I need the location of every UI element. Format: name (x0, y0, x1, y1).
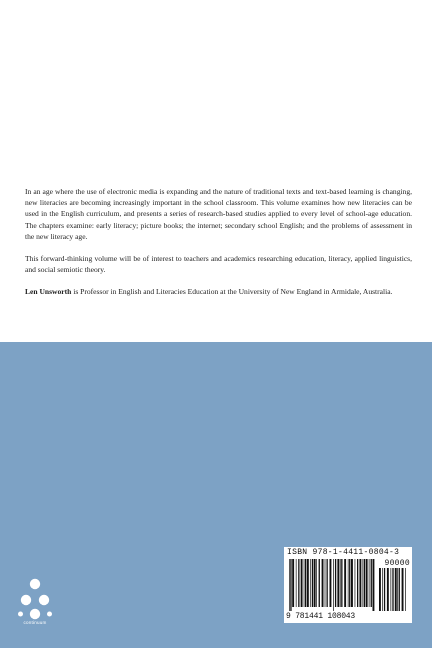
publisher-name: continuum (23, 620, 47, 625)
ean-barcode (288, 559, 376, 611)
ean-digits: 9 781441 108043 (286, 612, 356, 621)
author-name: Len Unsworth (25, 286, 72, 296)
isbn-label: ISBN 978-1-4411-0804-3 (287, 548, 400, 557)
barcode-box (284, 547, 412, 623)
addon-barcode (378, 568, 408, 611)
cover-blurb (25, 186, 412, 297)
blurb-paragraph-1: In an age where the use of electronic media is expanding and the nature of traditional texts and text-based learning is changing, new literacies are becoming increasingly important in the school classroom. This volume examines how new literacies can be used in the English curriculum, and presents a series of research-based studies applied to every level of school-age education. The chapters examine: early literacy; picture books; the internet; secondary school English; and the problems of assessment in the new literacy age. (25, 187, 412, 241)
publisher-logo (18, 578, 52, 630)
author-bio-text: is Professor in English and Literacies Education at the University of New England in Armidale, Australia. (71, 286, 393, 296)
author-bio (25, 286, 412, 297)
price-code: 90000 (384, 559, 410, 568)
blurb-paragraph-2: This forward-thinking volume will be of interest to teachers and academics researching education, literacy, applied linguistics, and social semiotic theory. (25, 253, 412, 274)
publisher-logo-icon (18, 578, 52, 620)
